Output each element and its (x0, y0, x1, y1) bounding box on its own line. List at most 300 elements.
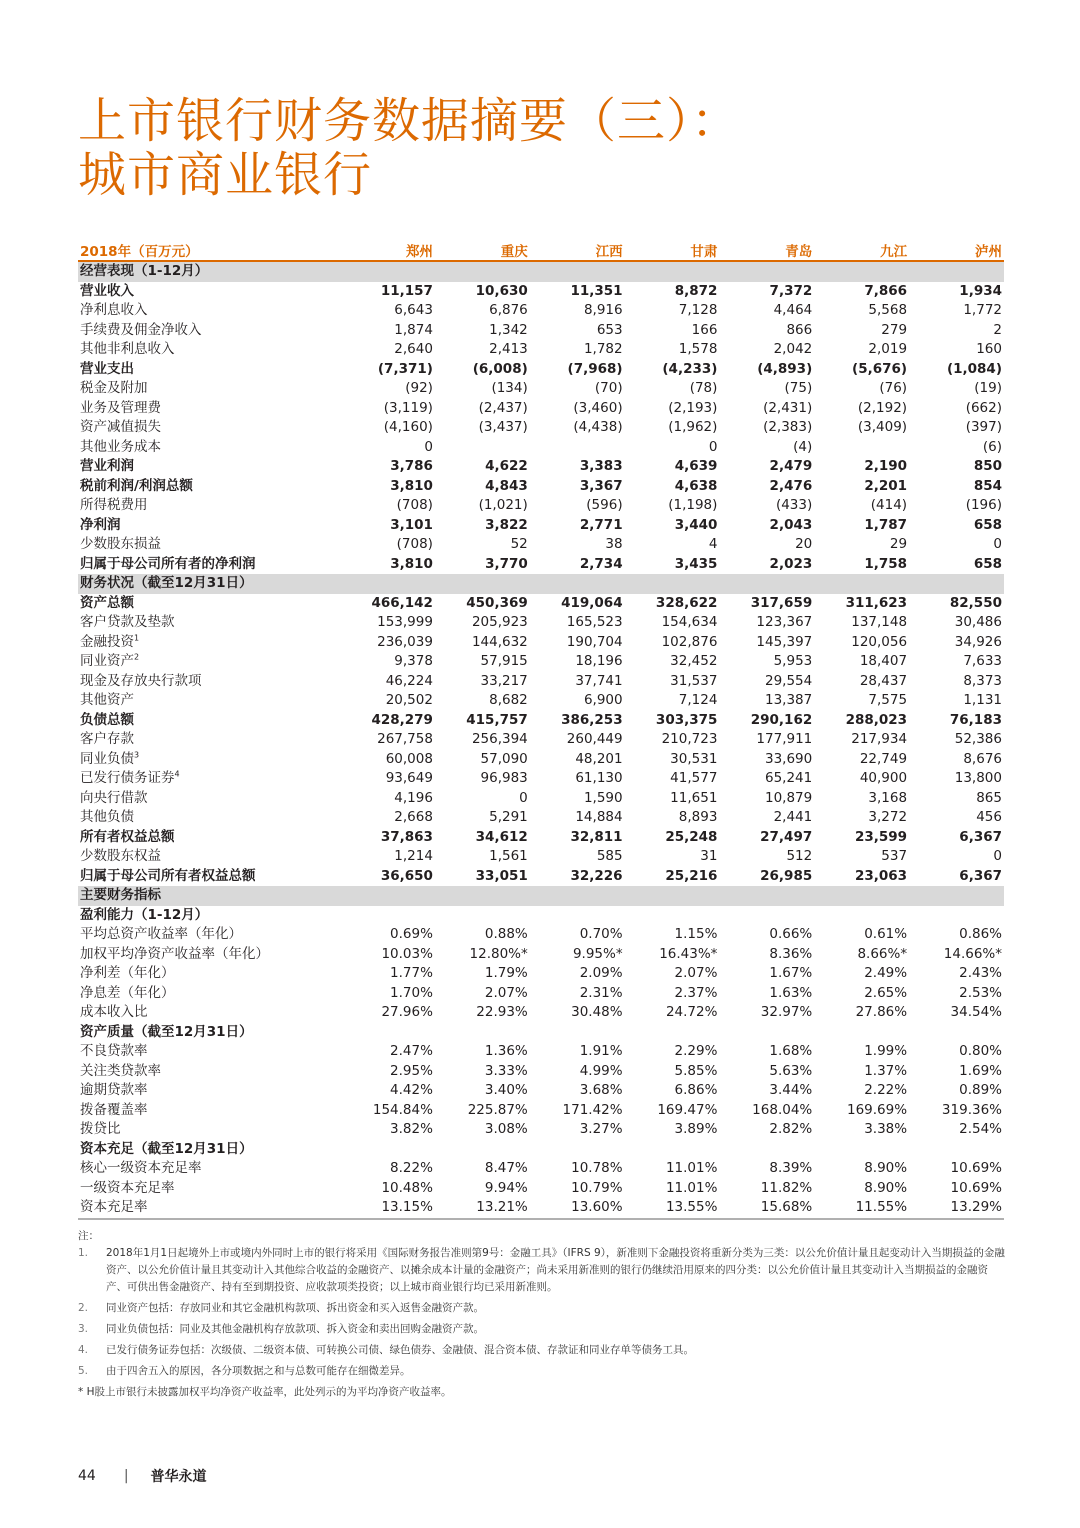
page-footer (78, 1466, 207, 1486)
table-row (78, 1003, 1004, 1023)
value-cell (719, 1023, 814, 1043)
row-label-cell (78, 477, 340, 497)
value-cell: 865 (976, 789, 1002, 806)
value-cell: (4,438) (573, 419, 623, 435)
value-cell: 8.36% (769, 945, 813, 962)
value-cell (625, 1140, 720, 1160)
value-cell: 6,876 (489, 302, 528, 318)
value-cell: 256,394 (471, 731, 528, 747)
value-cell: (433) (775, 497, 813, 513)
value-cell: 29 (889, 536, 908, 552)
value-cell: 27.96% (381, 1004, 433, 1020)
value-cell: 1.99% (864, 1043, 908, 1059)
table-row (78, 730, 1004, 750)
value-cell: 2,479 (769, 458, 813, 474)
value-cell: 2,019 (868, 341, 908, 357)
value-cell: 317,659 (750, 594, 813, 611)
value-cell: 279 (881, 321, 908, 338)
row-label: 资本充足率 (80, 1199, 148, 1215)
row-label-cell (78, 1179, 340, 1199)
value-cell: 168.04% (752, 1101, 813, 1118)
row-label-cell (78, 633, 340, 653)
value-cell: 8,872 (674, 282, 718, 299)
row-label: 税前利润/利润总额 (80, 477, 193, 494)
value-cell: 6,367 (959, 828, 1002, 845)
row-label-cell (78, 652, 340, 672)
table-row (78, 1198, 1004, 1219)
value-cell: 13.29% (909, 1198, 1004, 1219)
value-cell: 2,734 (579, 555, 623, 572)
value-cell: 10,630 (475, 282, 528, 299)
row-label-cell (78, 457, 340, 477)
row-label-cell (78, 1003, 340, 1023)
note-number: 2. (78, 1302, 89, 1314)
value-cell: 9.95%* (572, 945, 623, 962)
value-cell: 866 (786, 321, 813, 338)
note-item (78, 1300, 1008, 1317)
value-cell: 8,682 (489, 692, 528, 708)
value-cell: 4,843 (485, 477, 528, 494)
value-cell: 5.63% (769, 1062, 813, 1079)
value-cell (814, 1140, 909, 1160)
row-label-cell (78, 418, 340, 438)
value-cell (625, 906, 720, 926)
value-cell: 236,039 (377, 633, 433, 650)
value-cell: 38 (605, 536, 623, 552)
value-cell (909, 574, 1004, 594)
value-cell: 290,162 (750, 711, 813, 728)
value-cell: 11,651 (670, 789, 718, 806)
value-cell (909, 261, 1004, 282)
value-cell: 3,810 (390, 477, 433, 494)
table-row (78, 301, 1004, 321)
value-cell: 3.33% (484, 1062, 528, 1079)
value-cell: 33,690 (765, 750, 813, 767)
value-cell: 10.79% (571, 1179, 623, 1196)
value-cell: 4,196 (394, 789, 433, 806)
value-cell: 328,622 (655, 594, 718, 611)
value-cell: 23,063 (854, 867, 908, 884)
table-row (78, 945, 1004, 965)
table-row (78, 360, 1004, 380)
value-cell (909, 1023, 1004, 1043)
table-row (78, 418, 1004, 438)
note-number: 4. (78, 1344, 89, 1356)
value-cell: 2,023 (769, 555, 813, 572)
table-row (78, 672, 1004, 692)
value-cell: (75) (784, 380, 813, 396)
note-item (78, 1363, 1008, 1380)
table-row (78, 457, 1004, 477)
value-cell (814, 261, 909, 282)
value-cell: (2,192) (857, 399, 908, 416)
value-cell: (7,371) (377, 360, 433, 377)
section-header-row (78, 886, 1004, 906)
value-cell: 61,130 (575, 770, 623, 786)
value-cell (625, 1023, 720, 1043)
value-cell: 1,131 (963, 692, 1002, 708)
section-header-row (78, 261, 1004, 282)
value-cell: (19) (974, 380, 1002, 396)
value-cell: 31,537 (670, 672, 718, 689)
value-cell: 26,985 (760, 867, 813, 884)
row-label: 客户贷款及垫款 (80, 614, 175, 630)
value-cell: 165,523 (566, 614, 623, 630)
value-cell: 41,577 (670, 770, 718, 786)
value-cell: 2,441 (773, 809, 813, 825)
value-cell: (4,233) (662, 360, 718, 377)
value-cell: (6,008) (472, 360, 528, 377)
value-cell: 5,291 (489, 809, 528, 825)
footnote-ref: 1 (134, 633, 140, 642)
table-row (78, 594, 1004, 614)
value-cell: 190,704 (566, 633, 623, 650)
value-cell: (78) (689, 380, 718, 396)
value-cell: 32,811 (570, 828, 623, 845)
value-cell: 3.27% (579, 1121, 623, 1137)
footer-separator: | (123, 1468, 129, 1484)
footnote-ref: 4 (174, 769, 180, 779)
value-cell: 3,101 (390, 516, 433, 533)
value-cell: 415,757 (466, 711, 528, 728)
value-cell: 419,064 (561, 594, 623, 611)
value-cell (625, 574, 720, 594)
value-cell: 0.89% (959, 1082, 1002, 1098)
subsection-header-row (78, 906, 1004, 926)
value-cell: (708) (396, 536, 433, 552)
table-row (78, 964, 1004, 984)
value-cell: 2.53% (959, 984, 1002, 1001)
value-cell (530, 574, 625, 594)
row-label-cell (78, 301, 340, 321)
value-cell: 456 (976, 809, 1002, 825)
row-label: 所有者权益总额 (80, 828, 175, 845)
value-cell: 1,561 (489, 848, 528, 864)
value-cell: 34,926 (954, 633, 1002, 650)
value-cell (719, 574, 814, 594)
value-cell: 3.08% (484, 1121, 528, 1137)
note-number: 1. (78, 1247, 89, 1259)
row-label: 手续费及佣金净收入 (80, 321, 202, 338)
value-cell: 1.37% (864, 1062, 908, 1079)
row-label-cell (78, 906, 340, 926)
value-cell: 1,578 (678, 341, 718, 357)
value-cell: 7,128 (678, 302, 718, 318)
value-cell: 3.44% (769, 1082, 813, 1098)
value-cell: 7,372 (769, 282, 813, 299)
table-row (78, 1159, 1004, 1179)
value-cell: 2,413 (489, 341, 528, 357)
row-label: 净息差（年化） (80, 984, 175, 1001)
value-cell: 52,386 (954, 731, 1002, 747)
value-cell: 28,437 (859, 672, 908, 689)
value-cell: 8.39% (769, 1160, 813, 1176)
header-unit-label: 2018年（百万元） (78, 240, 340, 261)
row-label: 少数股东权益 (80, 848, 161, 864)
subsection-header-row (78, 1023, 1004, 1043)
value-cell: 57,090 (480, 750, 528, 767)
value-cell (435, 906, 530, 926)
row-label: 业务及管理费 (80, 399, 161, 416)
value-cell: 1,590 (583, 789, 623, 806)
value-cell: 11.01% (665, 1179, 718, 1196)
value-cell: 537 (881, 848, 908, 864)
value-cell: 210,723 (661, 731, 718, 747)
value-cell: 154,634 (661, 614, 718, 630)
row-label-cell (78, 984, 340, 1004)
value-cell: 260,449 (566, 731, 623, 747)
value-cell: 1.15% (674, 926, 718, 942)
value-cell: 658 (973, 516, 1002, 533)
table-row (78, 438, 1004, 458)
value-cell: 18,407 (859, 653, 908, 669)
value-cell: 0 (424, 438, 433, 455)
value-cell: 37,863 (380, 828, 433, 845)
value-cell: 5,953 (773, 653, 813, 669)
value-cell: 153,999 (377, 614, 433, 630)
value-cell: 57,915 (480, 653, 528, 669)
value-cell: 319.36% (941, 1101, 1002, 1118)
value-cell: 854 (973, 477, 1002, 494)
value-cell: 850 (973, 458, 1002, 474)
value-cell: 32,452 (670, 653, 718, 669)
value-cell: 13.21% (435, 1198, 530, 1219)
value-cell: 34.54% (950, 1004, 1002, 1020)
value-cell: 23,599 (854, 828, 908, 845)
table-row (78, 477, 1004, 497)
value-cell: 48,201 (575, 750, 623, 767)
value-cell: 466,142 (371, 594, 433, 611)
row-label: 关注类贷款率 (80, 1062, 161, 1079)
value-cell: 10.69% (950, 1179, 1002, 1196)
value-cell: 386,253 (561, 711, 623, 728)
value-cell (530, 1140, 625, 1160)
value-cell: (4,893) (757, 360, 813, 377)
row-label-cell (78, 1198, 340, 1219)
value-cell: 7,633 (963, 653, 1002, 669)
table-row (78, 750, 1004, 770)
value-cell: 3.38% (864, 1121, 908, 1137)
value-cell: 13,387 (765, 692, 813, 708)
note-item (78, 1245, 1008, 1296)
row-label-cell (78, 1062, 340, 1082)
value-cell: 169.69% (847, 1101, 908, 1118)
value-cell: 3,770 (485, 555, 528, 572)
row-label: 加权平均净资产收益率（年化） (80, 945, 269, 962)
row-label-cell (78, 1159, 340, 1179)
row-label: 客户存款 (80, 731, 134, 747)
row-label-cell (78, 691, 340, 711)
note-star: * H股上市银行未披露加权平均净资产收益率，此处列示的为平均净资产收益率。 (78, 1386, 452, 1398)
row-label: 其他非利息收入 (80, 341, 175, 357)
value-cell: 1,772 (963, 302, 1002, 318)
value-cell: 2.47% (390, 1043, 433, 1059)
value-cell: 2.54% (959, 1121, 1002, 1137)
value-cell: 1.91% (579, 1043, 623, 1059)
value-cell: 1.70% (390, 984, 433, 1001)
value-cell: 5,568 (868, 302, 908, 318)
row-label: 核心一级资本充足率 (80, 1160, 202, 1176)
row-label: 一级资本充足率 (80, 1179, 175, 1196)
table-row (78, 340, 1004, 360)
table-row (78, 652, 1004, 672)
value-cell (814, 438, 909, 458)
value-cell: (3,409) (857, 419, 908, 435)
value-cell: (4,160) (383, 419, 433, 435)
row-label-cell (78, 672, 340, 692)
table-row (78, 379, 1004, 399)
value-cell: 171.42% (562, 1101, 623, 1118)
footnote-ref: 2 (134, 652, 140, 662)
value-cell: 166 (691, 321, 718, 338)
value-cell: 8.22% (390, 1160, 433, 1176)
row-label-cell (78, 789, 340, 809)
value-cell (814, 886, 909, 906)
table-row (78, 1120, 1004, 1140)
row-label: 资产减值损失 (80, 419, 161, 435)
note-item (78, 1342, 1008, 1359)
value-cell (719, 906, 814, 926)
row-label: 同业资产 (80, 653, 134, 669)
value-cell: 65,241 (765, 770, 813, 786)
footnotes (78, 1228, 1008, 1401)
row-label-cell (78, 925, 340, 945)
value-cell: 31 (700, 848, 718, 864)
table-row (78, 1101, 1004, 1121)
row-label: 负债总额 (80, 711, 134, 728)
value-cell: 36,650 (380, 867, 433, 884)
value-cell: 0 (708, 438, 718, 455)
column-header: 泸州 (909, 240, 1004, 261)
value-cell (719, 261, 814, 282)
value-cell: 3.82% (390, 1121, 433, 1137)
value-cell: 0 (993, 536, 1002, 552)
value-cell: 1,342 (489, 321, 528, 338)
table-row (78, 516, 1004, 536)
row-label: 已发行债务证券 (80, 770, 175, 786)
value-cell: 585 (596, 848, 623, 864)
row-label: 其他资产 (80, 692, 134, 708)
value-cell: (2,431) (763, 399, 813, 416)
value-cell: 3,435 (674, 555, 718, 572)
value-cell (435, 574, 530, 594)
value-cell: 10.78% (571, 1160, 623, 1176)
value-cell: (596) (586, 497, 623, 513)
value-cell (530, 1023, 625, 1043)
value-cell: 512 (786, 848, 813, 864)
value-cell: 22.93% (476, 1004, 528, 1020)
value-cell: 1.63% (769, 984, 813, 1001)
value-cell: (414) (870, 497, 908, 513)
table-header-row (78, 240, 1004, 261)
value-cell: 13.55% (625, 1198, 720, 1219)
table-row (78, 984, 1004, 1004)
row-label-cell (78, 496, 340, 516)
value-cell: 30,486 (954, 614, 1002, 630)
table-row (78, 711, 1004, 731)
value-cell: 3,440 (674, 516, 718, 533)
value-cell: (92) (405, 380, 433, 396)
value-cell: 20 (795, 536, 813, 552)
value-cell: (3,119) (383, 399, 433, 416)
row-label-cell (78, 360, 340, 380)
table-row (78, 769, 1004, 789)
row-label: 不良贷款率 (80, 1043, 148, 1059)
value-cell: 9.94% (484, 1179, 528, 1196)
notes-heading: 注： (78, 1230, 99, 1242)
value-cell: 33,051 (475, 867, 528, 884)
note-number: 5. (78, 1365, 89, 1377)
column-header: 江西 (530, 240, 625, 261)
table-row (78, 1081, 1004, 1101)
value-cell: 22,749 (859, 750, 908, 767)
value-cell (909, 906, 1004, 926)
value-cell (340, 886, 435, 906)
value-cell: 2.43% (959, 965, 1002, 981)
value-cell: 1.77% (390, 965, 433, 981)
value-cell: 145,397 (756, 633, 813, 650)
row-label: 财务状况（截至12月31日） (80, 575, 253, 591)
value-cell: 0.86% (959, 926, 1002, 942)
value-cell: 1,934 (959, 282, 1002, 299)
value-cell: 15.68% (719, 1198, 814, 1219)
value-cell (909, 886, 1004, 906)
value-cell: 653 (596, 321, 623, 338)
value-cell: 3,822 (485, 516, 528, 533)
value-cell: 2,201 (864, 477, 908, 494)
value-cell: (5,676) (852, 360, 908, 377)
row-label-cell (78, 261, 340, 282)
row-label-cell (78, 945, 340, 965)
column-header: 九江 (814, 240, 909, 261)
value-cell: 8,373 (963, 672, 1002, 689)
row-label-cell (78, 379, 340, 399)
value-cell: 4.99% (579, 1062, 623, 1079)
value-cell: 2.82% (769, 1121, 813, 1137)
table-row (78, 399, 1004, 419)
value-cell: 2.37% (674, 984, 718, 1001)
value-cell: (7,968) (567, 360, 623, 377)
value-cell: 76,183 (949, 711, 1002, 728)
value-cell: 2,771 (579, 516, 623, 533)
value-cell: 0 (993, 848, 1002, 864)
value-cell: 13.15% (340, 1198, 435, 1219)
row-label: 盈利能力（1-12月） (80, 906, 209, 923)
column-header: 甘肃 (625, 240, 720, 261)
value-cell: 3,367 (579, 477, 623, 494)
table-row (78, 496, 1004, 516)
value-cell (530, 906, 625, 926)
value-cell: 3,168 (868, 789, 908, 806)
value-cell: 7,866 (864, 282, 908, 299)
brand-name: 普华永道 (150, 1469, 207, 1485)
value-cell: 32,226 (570, 867, 623, 884)
value-cell: 11.55% (814, 1198, 909, 1219)
column-header: 青岛 (719, 240, 814, 261)
row-label-cell (78, 730, 340, 750)
value-cell: 311,623 (845, 594, 908, 611)
value-cell (340, 1023, 435, 1043)
value-cell (719, 1140, 814, 1160)
value-cell: 82,550 (949, 594, 1002, 611)
value-cell: 3,383 (579, 458, 623, 474)
note-text: 已发行债务证券包括：次级债、二级资本债、可转换公司债、绿色债券、金融债、混合资本债、存款证和同业存单等债务工具。 (106, 1344, 694, 1356)
value-cell: (3,460) (573, 399, 623, 416)
value-cell: 11,351 (570, 282, 623, 299)
value-cell: 6.86% (674, 1082, 718, 1098)
value-cell: (2,437) (478, 399, 528, 416)
value-cell: 20,502 (385, 692, 433, 708)
